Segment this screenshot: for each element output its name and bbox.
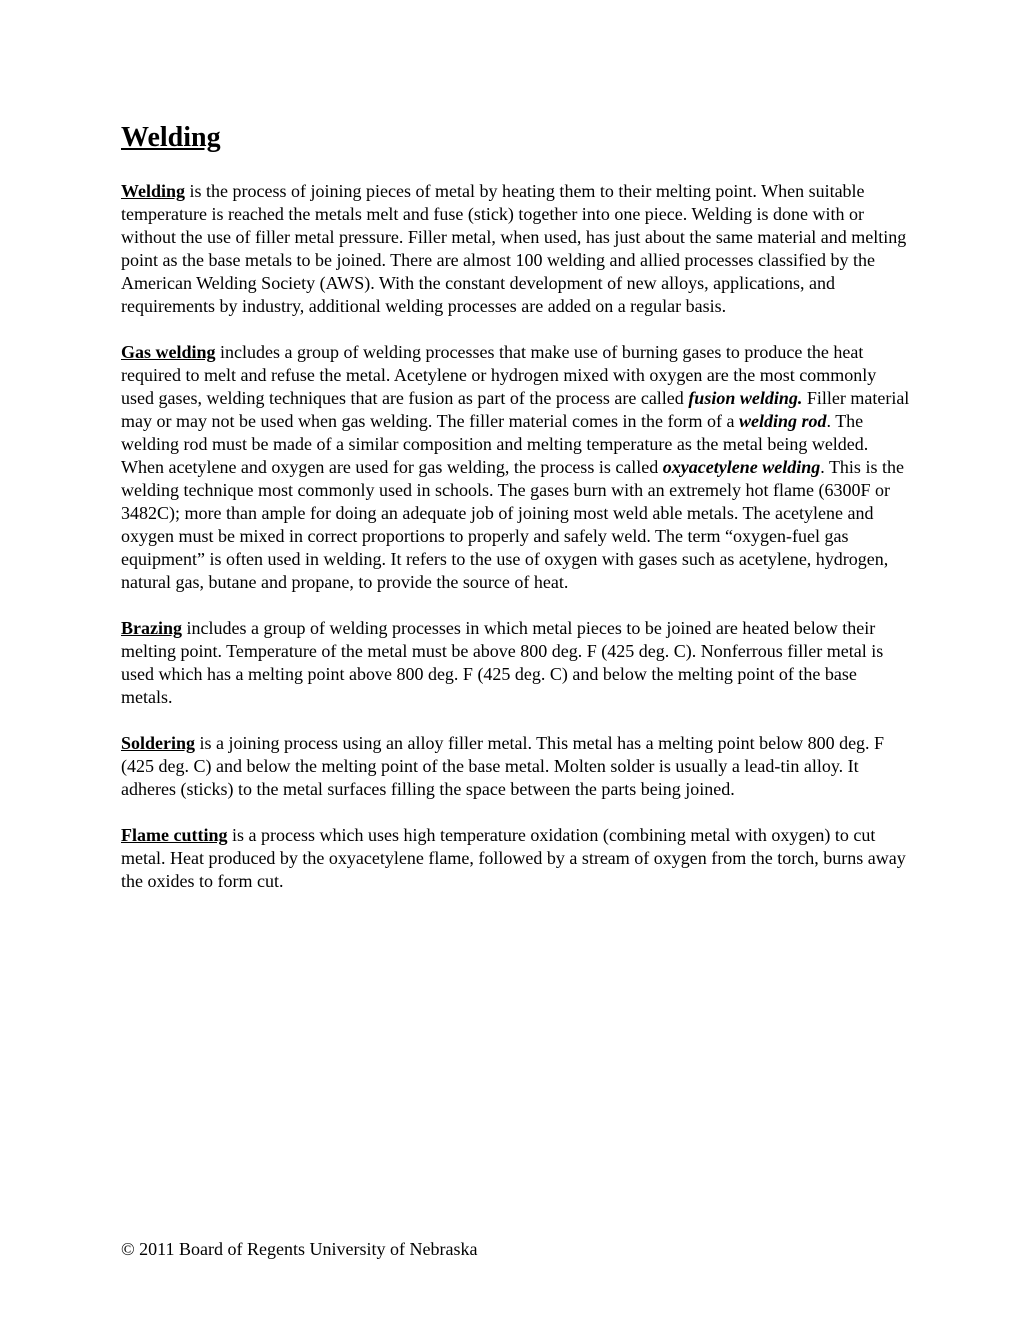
paragraph-flame-cutting-text: is a process which uses high temperature oxidation (combining metal with oxygen) to cut metal. Heat produced by the oxyacetylene flame, followed by a stream of oxygen from the torch, burns away the oxides to form cut. xyxy=(121,825,906,891)
paragraph-brazing xyxy=(121,617,911,709)
paragraph-flame-cutting xyxy=(121,824,911,893)
paragraph-gas-welding-text-a: includes a group of welding processes that make use of burning gases to produce the heat required to melt and refuse the metal. Acetylene or hydrogen mixed with oxygen are the most commonly used gases, welding techniques that are fusion as part of the process are called xyxy=(121,342,877,408)
term-gas-welding: Gas welding xyxy=(121,342,216,362)
paragraph-gas-welding-text-c: . The welding rod must be made of a similar composition and melting temperature as the metal being welded. When acetylene and oxygen are used for gas welding, the process is called xyxy=(121,411,869,477)
paragraph-welding-text: is the process of joining pieces of metal by heating them to their melting point. When suitable temperature is reached the metals melt and fuse (stick) together into one piece. Welding is done with or without the use of filler metal pressure. Filler metal, when used, has just about the same material and melting point as the base metals to be joined. There are almost 100 welding and allied processes classified by the American Welding Society (AWS). With the constant development of new alloys, applications, and requirements by industry, additional welding processes are added on a regular basis. xyxy=(121,181,907,316)
paragraph-gas-welding xyxy=(121,341,911,594)
paragraph-welding xyxy=(121,180,911,318)
term-brazing: Brazing xyxy=(121,618,182,638)
paragraph-brazing-text: includes a group of welding processes in which metal pieces to be joined are heated below their melting point. Temperature of the metal must be above 800 deg. F (425 deg. C). Nonferrous filler metal is used which has a melting point above 800 deg. F (425 deg. C) and below the melting point of the base metals. xyxy=(121,618,884,707)
document-page xyxy=(121,118,911,893)
term-soldering: Soldering xyxy=(121,733,196,753)
document-title: Welding xyxy=(121,122,221,153)
emphasis-welding-rod: welding rod xyxy=(739,411,827,431)
paragraph-gas-welding-text-d: . This is the welding technique most commonly used in schools. The gases burn with an extremely hot flame (6300F or 3482C); more than ample for doing an adequate job of joining most weld able metals. The acetylene and oxygen must be mixed in correct proportions to properly and safely weld. The term “oxygen-fuel gas equipment” is often used in welding. It refers to the use of oxygen with gases such as acetylene, hydrogen, natural gas, butane and propane, to provide the source of heat. xyxy=(121,457,904,592)
term-welding: Welding xyxy=(121,181,186,201)
paragraph-soldering-text: is a joining process using an alloy filler metal. This metal has a melting point below 800 deg. F (425 deg. C) and below the melting point of the base metal. Molten solder is usually a lead-tin alloy. It adheres (sticks) to the metal surfaces filling the space between the parts being joined. xyxy=(121,733,885,799)
term-flame-cutting: Flame cutting xyxy=(121,825,228,845)
emphasis-oxyacetylene-welding: oxyacetylene welding xyxy=(662,457,821,477)
paragraph-gas-welding-text-b: Filler material may or may not be used when gas welding. The filler material comes in the form of a xyxy=(121,388,910,431)
paragraph-soldering xyxy=(121,732,911,801)
emphasis-fusion-welding: fusion welding. xyxy=(688,388,803,408)
copyright-footer: © 2011 Board of Regents University of Nebraska xyxy=(121,1239,478,1259)
